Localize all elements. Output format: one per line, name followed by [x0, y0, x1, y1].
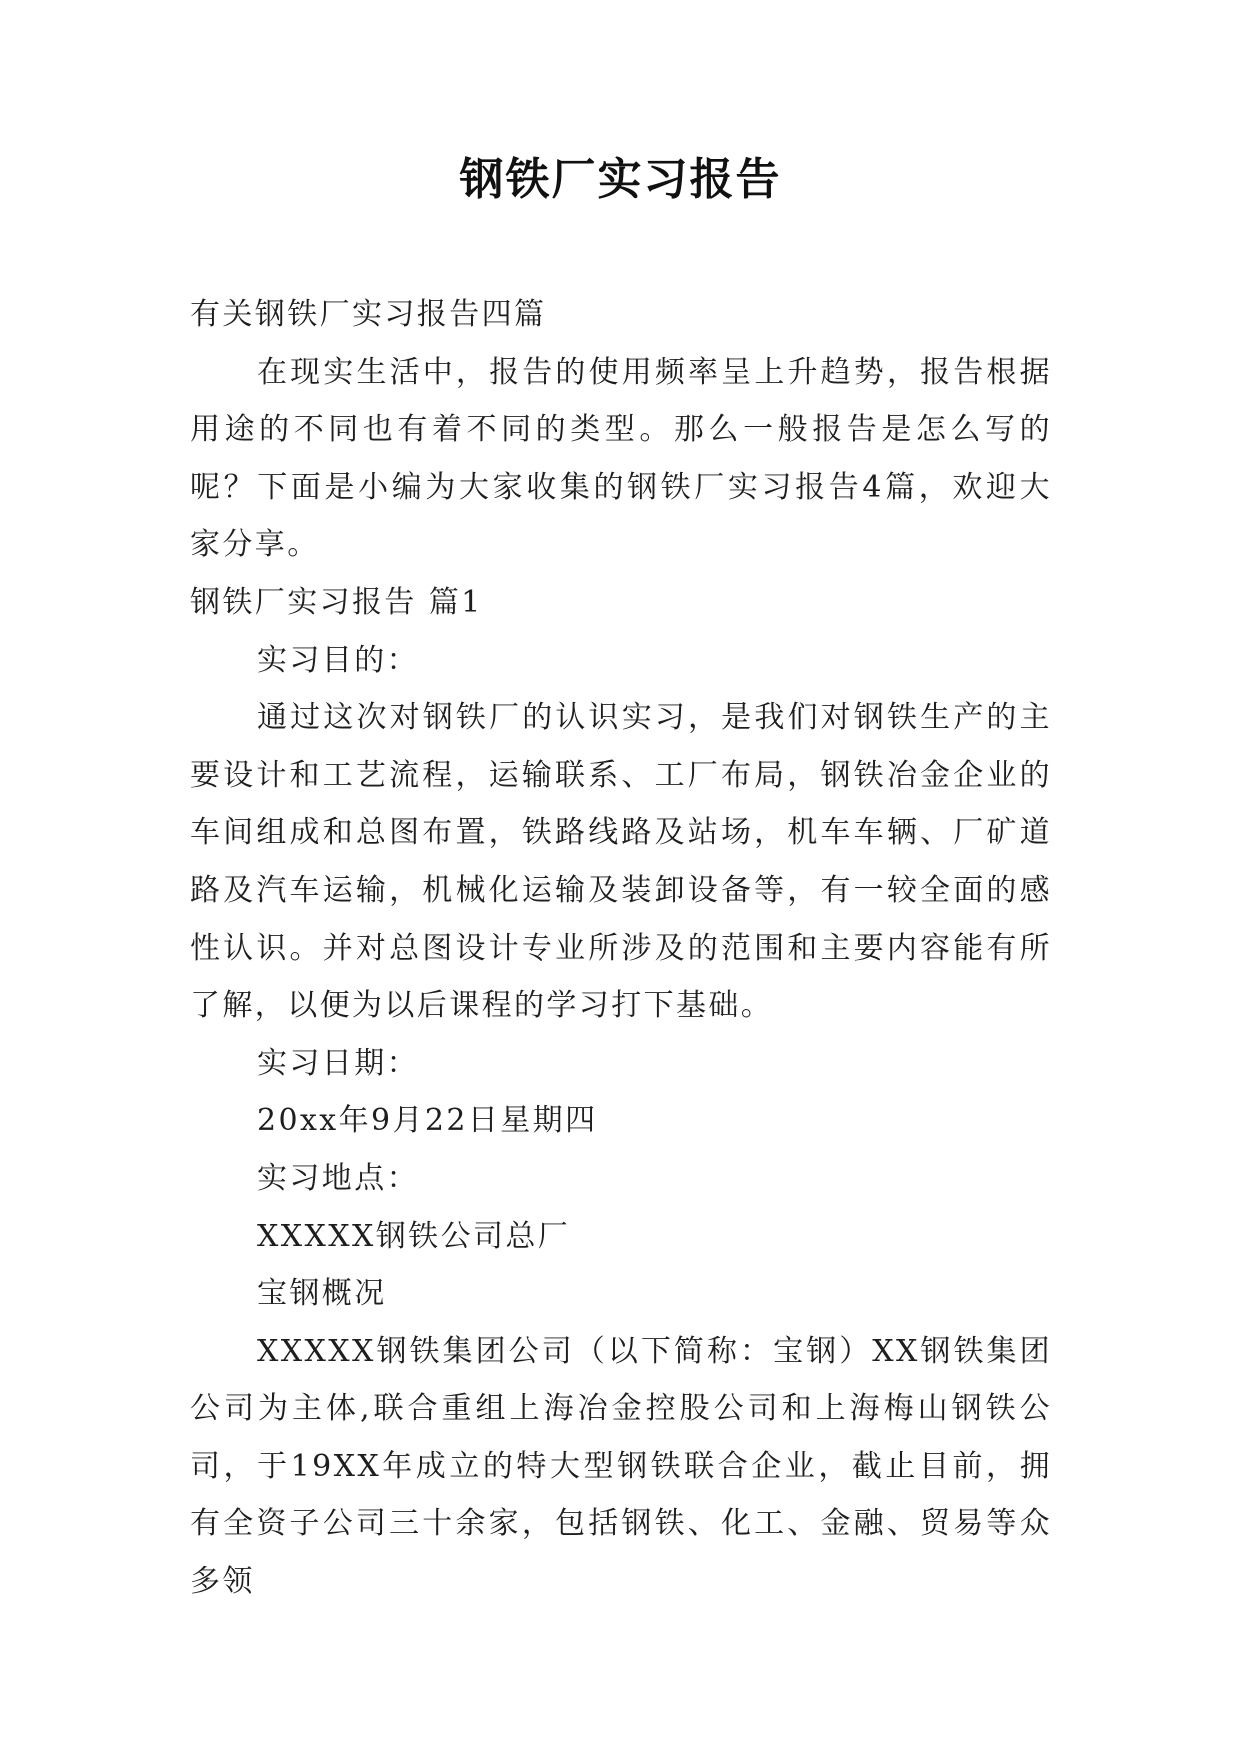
- location-label: 实习地点：: [257, 1160, 419, 1196]
- date-label: 实习日期：: [257, 1045, 419, 1081]
- purpose-label: 实习目的：: [257, 642, 419, 678]
- document-body: [190, 286, 1052, 1611]
- overview-heading: 宝钢概况: [257, 1276, 387, 1312]
- overview-paragraph: XXXXX钢铁集团公司（以下简称：宝钢）XX钢铁集团公司为主体,联合重组上海冶金控股公司和上海梅山钢铁公司，于19XX年成立的特大型钢铁联合企业，截止目前，拥有全资子公司三十余家，包括钢铁、化工、金融、贸易等众多领: [190, 1333, 1052, 1600]
- section-heading: 钢铁厂实习报告 篇1: [190, 584, 483, 620]
- location-value: XXXXX钢铁公司总厂: [257, 1218, 571, 1254]
- document-title: 钢铁厂实习报告: [459, 154, 782, 205]
- purpose-paragraph: 通过这次对钢铁厂的认识实习，是我们对钢铁生产的主要设计和工艺流程，运输联系、工厂布局，钢铁冶金企业的车间组成和总图布置，铁路线路及站场，机车车辆、厂矿道路及汽车运输，机械化运输及装卸设备等，有一较全面的感性认识。并对总图设计专业所涉及的范围和主要内容能有所了解，以便为以后课程的学习打下基础。: [190, 700, 1052, 1024]
- intro-paragraph: 在现实生活中，报告的使用频率呈上升趋势，报告根据用途的不同也有着不同的类型。那么一般报告是怎么写的呢？下面是小编为大家收集的钢铁厂实习报告4篇，欢迎大家分享。: [190, 354, 1052, 563]
- subtitle-line: 有关钢铁厂实习报告四篇: [190, 297, 547, 332]
- date-value: 20xx年9月22日星期四: [257, 1103, 598, 1139]
